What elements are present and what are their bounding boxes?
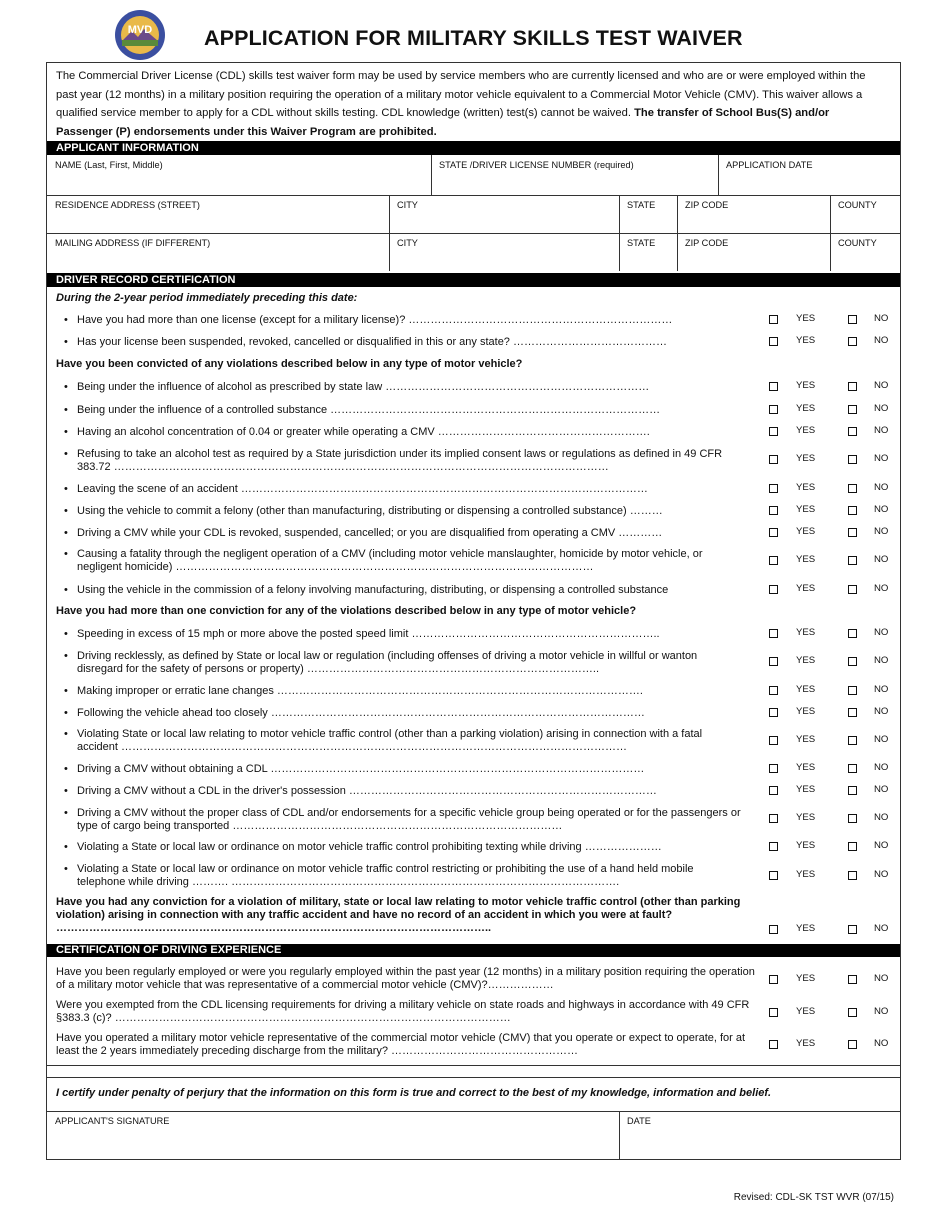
- question-fatality: • Causing a fatality through the negligent operation of a CMV (including motor vehicle manslaughter, homicide by motor vehicle, or negligent homicide) ……………………………………………………………………………………………………: [64, 548, 703, 574]
- intro-text: The Commercial Driver License (CDL) skills test waiver form may be used by service members who are currently licensed and who are or were employed within the past year (12 months) in a military position requiring the operation of a military motor vehicle equivalent to a Commercial Motor Vehicle (CMV). This waiver allows a qualified service member to apply for a CDL without skills testing. CDL knowledge (written) test(s) cannot be waived.: [56, 70, 866, 120]
- controlled-substance-no-checkbox[interactable]: [848, 405, 857, 414]
- multiple-convictions-subheading: Have you had more than one conviction for any of the violations described below in any type of motor vehicle?: [56, 605, 637, 617]
- speeding-no-checkbox[interactable]: [848, 629, 857, 638]
- no-cdl-no-checkbox[interactable]: [848, 764, 857, 773]
- logo-text: MVD: [127, 24, 153, 36]
- question-cdl-possession: • Driving a CMV without a CDL in the driver's possession …………………………………………………………………………: [64, 785, 657, 797]
- accident-fault-no-checkbox[interactable]: [848, 925, 857, 934]
- alcohol-influence-no-checkbox[interactable]: [848, 382, 857, 391]
- revision-code: Revised: CDL-SK TST WVR (07/15): [733, 1192, 894, 1203]
- alcohol-influence-yes-checkbox[interactable]: [769, 382, 778, 391]
- alcohol-concentration-yes-checkbox[interactable]: [769, 427, 778, 436]
- residence-city-field[interactable]: CITY: [397, 200, 418, 210]
- application-date-field[interactable]: APPLICATION DATE: [726, 160, 813, 170]
- license-suspended-no-label: NO: [874, 335, 889, 346]
- multiple-licenses-yes-label: YES: [796, 313, 816, 324]
- hand-held-no-checkbox[interactable]: [848, 871, 857, 880]
- residence-address-field[interactable]: RESIDENCE ADDRESS (STREET): [55, 200, 200, 210]
- question-employed: Have you been regularly employed or were you regularly employed within the past year (12 months) in a military position requiring the operation of a military motor vehicle that was representative of a commercial motor vehicle (CMV)?………………: [56, 966, 755, 992]
- no-cdl-no-label: NO: [874, 762, 889, 773]
- revoked-cdl-yes-checkbox[interactable]: [769, 528, 778, 537]
- operated-yes-label: YES: [796, 1038, 816, 1049]
- no-cdl-yes-label: YES: [796, 762, 816, 773]
- refusing-test-yes-checkbox[interactable]: [769, 455, 778, 464]
- fatality-no-label: NO: [874, 554, 889, 565]
- license-suspended-yes-checkbox[interactable]: [769, 337, 778, 346]
- exempted-yes-checkbox[interactable]: [769, 1008, 778, 1017]
- question-multiple-licenses: • Have you had more than one license (except for a military license)? ………………………………………………………………: [64, 314, 673, 326]
- question-license-suspended: • Has your license been suspended, revoked, cancelled or disqualified in this or any state? ……………………………………: [64, 336, 667, 348]
- traffic-control-yes-label: YES: [796, 734, 816, 745]
- following-yes-checkbox[interactable]: [769, 708, 778, 717]
- mailing-zip-field[interactable]: ZIP CODE: [685, 238, 729, 248]
- alcohol-concentration-no-checkbox[interactable]: [848, 427, 857, 436]
- question-traffic-control: • Violating State or local law relating to motor vehicle traffic control (other than a parking violation) arising in connection with a fatal accident …………………………………………………………………………………………………………………………: [64, 728, 703, 754]
- question-refusing-test: • Refusing to take an alcohol test as required by a State jurisdiction under its implied consent laws or regulations as defined in 49 CFR 383.72 ………………………………………………………………………………………………………………………: [64, 448, 723, 474]
- question-accident-fault: Have you had any conviction for a violation of military, state or local law relating to motor vehicle traffic control (other than parking violation) arising in connection with any traffic accident and have no record of an accident in which you were at fault? ………………………………………………………………………………………………………..: [56, 896, 741, 935]
- certification-statement: I certify under penalty of perjury that the information on this form is true and correct to the best of my knowledge, information and belief.: [56, 1087, 772, 1099]
- question-controlled-substance: • Being under the influence of a controlled substance ………………………………………………………………………………: [64, 404, 661, 416]
- signature-date-field[interactable]: DATE: [627, 1116, 651, 1126]
- refusing-test-yes-label: YES: [796, 453, 816, 464]
- lane-changes-no-checkbox[interactable]: [848, 686, 857, 695]
- controlled-felony-no-label: NO: [874, 583, 889, 594]
- exempted-no-label: NO: [874, 1006, 889, 1017]
- felony-no-label: NO: [874, 504, 889, 515]
- texting-yes-checkbox[interactable]: [769, 842, 778, 851]
- refusing-test-no-label: NO: [874, 453, 889, 464]
- applicant-info-heading: APPLICANT INFORMATION: [47, 141, 900, 155]
- question-leaving-scene: • Leaving the scene of an accident …………………………………………………………………………………………………: [64, 483, 648, 495]
- leaving-scene-yes-label: YES: [796, 482, 816, 493]
- traffic-control-yes-checkbox[interactable]: [769, 736, 778, 745]
- cdl-possession-no-label: NO: [874, 784, 889, 795]
- accident-fault-no-label: NO: [874, 923, 889, 934]
- refusing-test-no-checkbox[interactable]: [848, 455, 857, 464]
- license-suspended-yes-label: YES: [796, 335, 816, 346]
- question-following: • Following the vehicle ahead too closely …………………………………………………………………………………………: [64, 707, 645, 719]
- multiple-licenses-no-checkbox[interactable]: [848, 315, 857, 324]
- residence-state-field[interactable]: STATE: [627, 200, 656, 210]
- texting-no-checkbox[interactable]: [848, 842, 857, 851]
- texting-yes-label: YES: [796, 840, 816, 851]
- mailing-county-field[interactable]: COUNTY: [838, 238, 877, 248]
- signature-field[interactable]: APPLICANT'S SIGNATURE: [55, 1116, 170, 1126]
- question-alcohol-concentration: • Having an alcohol concentration of 0.04 or greater while operating a CMV ………………………………………………….: [64, 426, 650, 438]
- intro-bold-text: The transfer of School Bus(S) and/or Passenger (P) endorsements under this Waiver Program are prohibited.: [56, 107, 830, 138]
- traffic-control-no-label: NO: [874, 734, 889, 745]
- leaving-scene-no-label: NO: [874, 482, 889, 493]
- question-controlled-felony: • Using the vehicle in the commission of a felony involving manufacturing, distributing, or dispensing a controlled substance: [64, 584, 669, 596]
- mvd-logo: [114, 9, 166, 61]
- leaving-scene-yes-checkbox[interactable]: [769, 484, 778, 493]
- question-hand-held: • Violating a State or local law or ordinance on motor vehicle traffic control restricting or prohibiting the use of a hand held mobile telephone while driving ………. …………………………………………………………………………………………….: [64, 863, 694, 889]
- cdl-class-yes-checkbox[interactable]: [769, 814, 778, 823]
- question-alcohol-influence: • Being under the influence of alcohol as prescribed by state law ………………………………………………………………: [64, 381, 650, 393]
- question-operated: Have you operated a military motor vehicle representative of the commercial motor vehicle (CMV) that you operate or expect to operate, for at least the 2 years immediately preceding discharge from the military? ……………………………………………: [56, 1032, 746, 1058]
- operated-no-checkbox[interactable]: [848, 1040, 857, 1049]
- felony-no-checkbox[interactable]: [848, 506, 857, 515]
- operated-no-label: NO: [874, 1038, 889, 1049]
- controlled-felony-yes-checkbox[interactable]: [769, 585, 778, 594]
- employed-yes-checkbox[interactable]: [769, 975, 778, 984]
- accident-fault-yes-label: YES: [796, 923, 816, 934]
- fatality-yes-label: YES: [796, 554, 816, 565]
- reckless-no-label: NO: [874, 655, 889, 666]
- alcohol-influence-no-label: NO: [874, 380, 889, 391]
- felony-yes-checkbox[interactable]: [769, 506, 778, 515]
- lane-changes-no-label: NO: [874, 684, 889, 695]
- texting-no-label: NO: [874, 840, 889, 851]
- question-reckless: • Driving recklessly, as defined by State or local law or regulation (including offenses of driving a motor vehicle in willful or wanton disregard for the safety of persons or property) ……………………………………………………………………..: [64, 650, 698, 676]
- employed-no-label: NO: [874, 973, 889, 984]
- license-number-field[interactable]: STATE /DRIVER LICENSE NUMBER (required): [439, 160, 634, 170]
- employed-yes-label: YES: [796, 973, 816, 984]
- controlled-substance-yes-checkbox[interactable]: [769, 405, 778, 414]
- revoked-cdl-no-label: NO: [874, 526, 889, 537]
- revoked-cdl-yes-label: YES: [796, 526, 816, 537]
- convictions-subheading: Have you been convicted of any violations described below in any type of motor vehicle?: [56, 358, 523, 370]
- cdl-class-no-checkbox[interactable]: [848, 814, 857, 823]
- driver-record-heading: DRIVER RECORD CERTIFICATION: [47, 273, 900, 287]
- following-yes-label: YES: [796, 706, 816, 717]
- accident-fault-yes-checkbox[interactable]: [769, 925, 778, 934]
- cdl-class-no-label: NO: [874, 812, 889, 823]
- controlled-substance-no-label: NO: [874, 403, 889, 414]
- following-no-checkbox[interactable]: [848, 708, 857, 717]
- exempted-yes-label: YES: [796, 1006, 816, 1017]
- reckless-no-checkbox[interactable]: [848, 657, 857, 666]
- traffic-control-no-checkbox[interactable]: [848, 736, 857, 745]
- intro-paragraph: [56, 67, 886, 141]
- question-texting: • Violating a State or local law or ordinance on motor vehicle traffic control prohibiting texting while driving …………………: [64, 841, 662, 853]
- experience-heading: CERTIFICATION OF DRIVING EXPERIENCE: [47, 944, 900, 957]
- lane-changes-yes-label: YES: [796, 684, 816, 695]
- operated-yes-checkbox[interactable]: [769, 1040, 778, 1049]
- mailing-state-field[interactable]: STATE: [627, 238, 656, 248]
- mailing-address-field[interactable]: MAILING ADDRESS (IF DIFFERENT): [55, 238, 211, 248]
- residence-county-field[interactable]: COUNTY: [838, 200, 877, 210]
- fatality-yes-checkbox[interactable]: [769, 556, 778, 565]
- question-cdl-class: • Driving a CMV without the proper class of CDL and/or endorsements for a specific vehicle group being operated or for the passengers or type of cargo being transported ………………………………………………………………………………: [64, 807, 741, 833]
- question-felony: • Using the vehicle to commit a felony (other than manufacturing, distributing or dispensing a controlled substance) ………: [64, 505, 663, 517]
- reckless-yes-checkbox[interactable]: [769, 657, 778, 666]
- cdl-possession-yes-label: YES: [796, 784, 816, 795]
- question-lane-changes: • Making improper or erratic lane changes ……………………………………………………………………………………….: [64, 685, 643, 697]
- multiple-licenses-yes-checkbox[interactable]: [769, 315, 778, 324]
- employed-no-checkbox[interactable]: [848, 975, 857, 984]
- controlled-substance-yes-label: YES: [796, 403, 816, 414]
- cdl-possession-no-checkbox[interactable]: [848, 786, 857, 795]
- no-cdl-yes-checkbox[interactable]: [769, 764, 778, 773]
- cdl-class-yes-label: YES: [796, 812, 816, 823]
- multiple-licenses-no-label: NO: [874, 313, 889, 324]
- alcohol-influence-yes-label: YES: [796, 380, 816, 391]
- residence-zip-field[interactable]: ZIP CODE: [685, 200, 729, 210]
- hand-held-yes-label: YES: [796, 869, 816, 880]
- question-revoked-cdl: • Driving a CMV while your CDL is revoked, suspended, cancelled; or you are disqualified from operating a CMV …………: [64, 527, 663, 539]
- speeding-yes-label: YES: [796, 627, 816, 638]
- lane-changes-yes-checkbox[interactable]: [769, 686, 778, 695]
- period-subheading: During the 2-year period immediately preceding this date:: [56, 292, 358, 304]
- controlled-felony-no-checkbox[interactable]: [848, 585, 857, 594]
- controlled-felony-yes-label: YES: [796, 583, 816, 594]
- exempted-no-checkbox[interactable]: [848, 1008, 857, 1017]
- felony-yes-label: YES: [796, 504, 816, 515]
- hand-held-yes-checkbox[interactable]: [769, 871, 778, 880]
- speeding-no-label: NO: [874, 627, 889, 638]
- alcohol-concentration-no-label: NO: [874, 425, 889, 436]
- question-no-cdl: • Driving a CMV without obtaining a CDL …………………………………………………………………………………………: [64, 763, 645, 775]
- mailing-city-field[interactable]: CITY: [397, 238, 418, 248]
- reckless-yes-label: YES: [796, 655, 816, 666]
- revoked-cdl-no-checkbox[interactable]: [848, 528, 857, 537]
- following-no-label: NO: [874, 706, 889, 717]
- waiver-form: [46, 62, 901, 1160]
- license-suspended-no-checkbox[interactable]: [848, 337, 857, 346]
- alcohol-concentration-yes-label: YES: [796, 425, 816, 436]
- speeding-yes-checkbox[interactable]: [769, 629, 778, 638]
- name-field[interactable]: NAME (Last, First, Middle): [55, 160, 163, 170]
- leaving-scene-no-checkbox[interactable]: [848, 484, 857, 493]
- question-speeding: • Speeding in excess of 15 mph or more above the posted speed limit …………………………………………………………..: [64, 628, 660, 640]
- page-title: APPLICATION FOR MILITARY SKILLS TEST WAIVER: [204, 26, 743, 50]
- fatality-no-checkbox[interactable]: [848, 556, 857, 565]
- hand-held-no-label: NO: [874, 869, 889, 880]
- question-exempted: Were you exempted from the CDL licensing requirements for driving a military vehicle on state roads and highways in accordance with 49 CFR §383.3 (c)? ………………………………………………………………………………………………: [56, 999, 750, 1025]
- cdl-possession-yes-checkbox[interactable]: [769, 786, 778, 795]
